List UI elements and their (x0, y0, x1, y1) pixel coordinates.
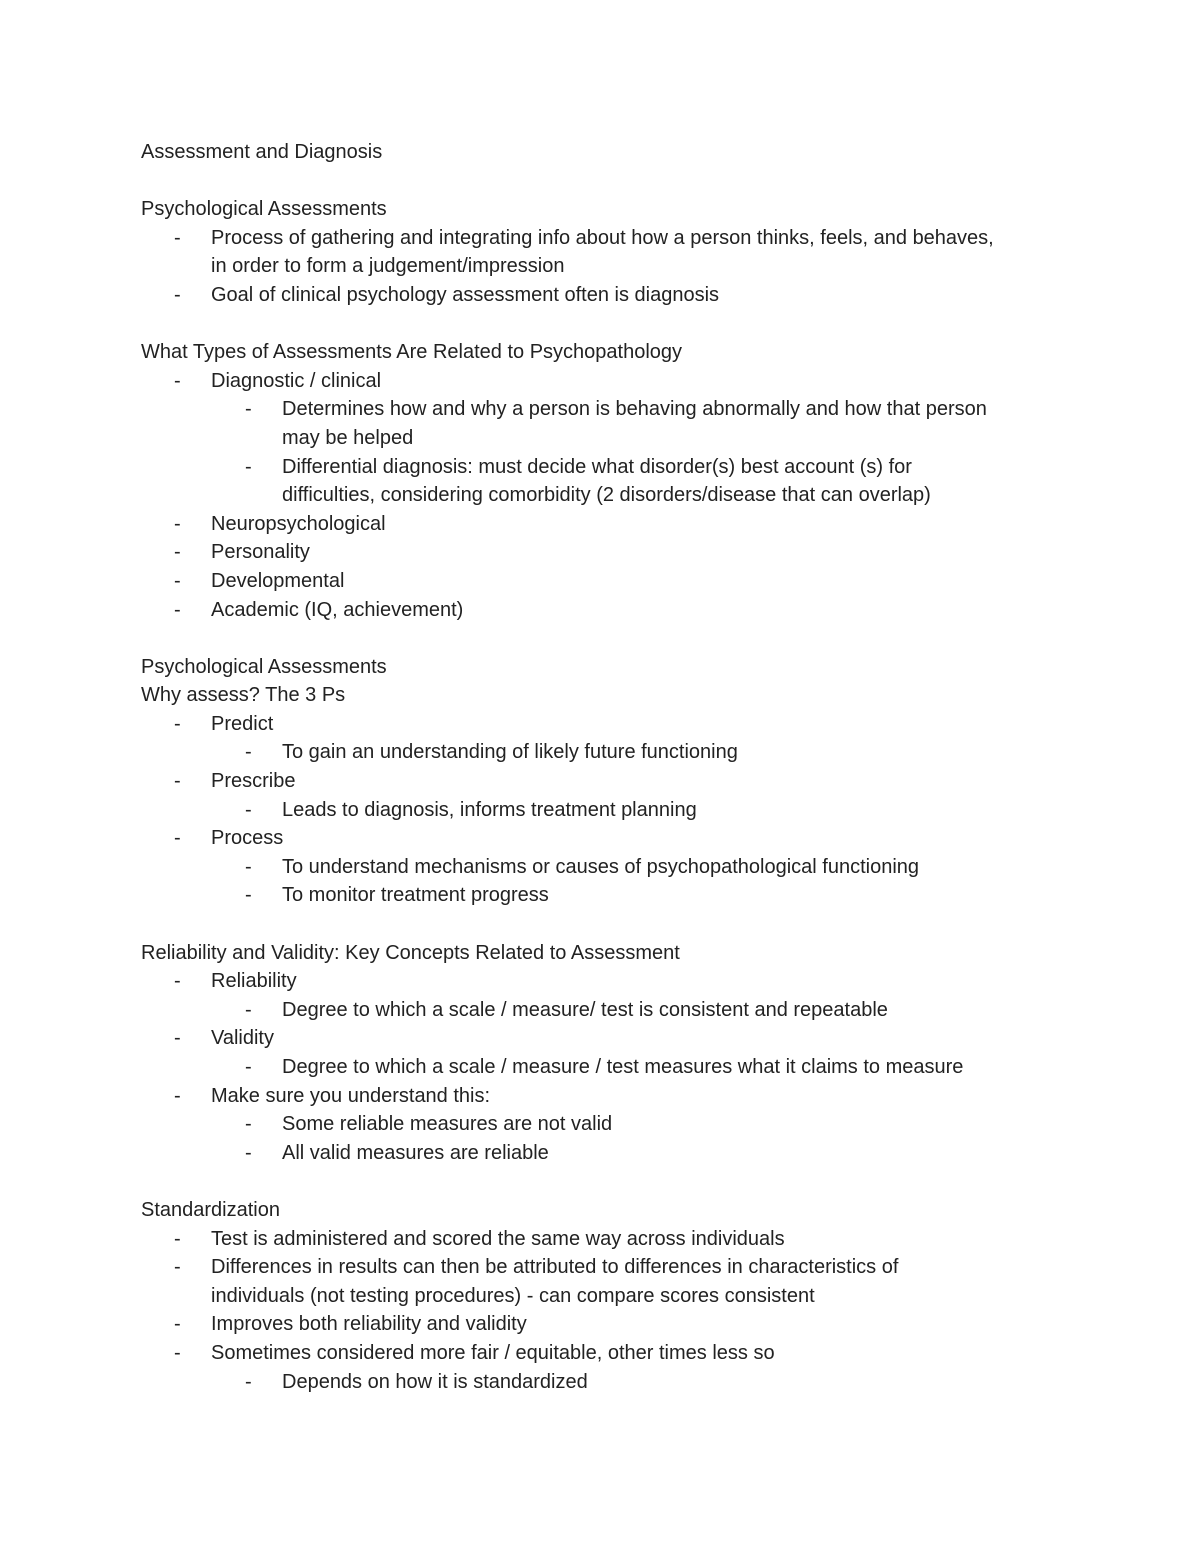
list-item-text: Degree to which a scale / measure/ test is consistent and repeatable (282, 998, 888, 1021)
list-item (141, 596, 1081, 625)
bullet-dash: - (245, 1370, 252, 1393)
spacer (141, 310, 1081, 339)
bullet-dash: - (174, 1027, 181, 1050)
spacer (141, 910, 1081, 939)
list-item (141, 1024, 1081, 1053)
bullet-dash: - (174, 369, 181, 392)
bullet-dash: - (245, 741, 252, 764)
bullet-dash: - (245, 1056, 252, 1078)
sub-list-item (141, 996, 1081, 1025)
list-item-text: Academic (IQ, achievement) (211, 598, 464, 621)
document-page (141, 138, 1081, 1396)
bullet-dash: - (174, 1227, 181, 1250)
list-item (141, 767, 1081, 796)
list-item-continuation (141, 1282, 1081, 1311)
list-item-text: To monitor treatment progress (282, 884, 549, 907)
bullet-dash: - (245, 455, 252, 478)
list-item (141, 224, 1081, 253)
bullet-dash: - (174, 770, 181, 793)
list-item-text: individuals (not testing procedures) - can compare scores consistent (211, 1284, 815, 1307)
list-item (141, 1225, 1081, 1254)
list-item-text: Some reliable measures are not valid (282, 1113, 613, 1136)
document-title: Assessment and Diagnosis (141, 141, 383, 163)
list-item-text: Developmental (211, 569, 345, 592)
list-item-text: difficulties, considering comorbidity (2 disorders/disease that can overlap) (282, 484, 931, 507)
list-item (141, 710, 1081, 739)
list-item-text: Goal of clinical psychology assessment often is diagnosis (211, 283, 720, 306)
sub-list-item (141, 1053, 1081, 1082)
list-item-text: Differential diagnosis: must decide what disorder(s) best account (s) for (282, 455, 912, 478)
list-item-text: Degree to which a scale / measure / test measures what it claims to measure (282, 1056, 964, 1078)
bullet-dash: - (174, 598, 181, 621)
sub-list-item-continuation (141, 481, 1081, 510)
list-item-text: To understand mechanisms or causes of psychopathological functioning (282, 855, 920, 878)
bullet-dash: - (174, 283, 181, 306)
sub-list-item (141, 881, 1081, 910)
list-item-text: Test is administered and scored the same way across individuals (211, 1227, 785, 1250)
list-item (141, 281, 1081, 310)
bullet-dash: - (174, 512, 181, 535)
bullet-dash: - (245, 884, 252, 907)
bullet-dash: - (174, 1341, 181, 1364)
list-item (141, 567, 1081, 596)
sub-list-item (141, 1139, 1081, 1168)
sub-list-item (141, 738, 1081, 767)
list-item-text: Leads to diagnosis, informs treatment planning (282, 798, 697, 821)
bullet-dash: - (174, 1256, 181, 1279)
bullet-dash: - (174, 712, 181, 735)
sub-list-item (141, 796, 1081, 825)
list-item-text: Diagnostic / clinical (211, 369, 382, 392)
list-item-text: may be helped (282, 426, 414, 449)
bullet-dash: - (174, 970, 181, 993)
list-item (141, 1310, 1081, 1339)
list-item (141, 824, 1081, 853)
bullet-dash: - (245, 398, 252, 421)
section-heading: Reliability and Validity: Key Concepts Related to Assessment (141, 941, 680, 964)
list-item-text: Depends on how it is standardized (282, 1370, 588, 1393)
sub-list-item (141, 1368, 1081, 1397)
list-item (141, 1339, 1081, 1368)
bullet-dash: - (174, 827, 181, 850)
list-item-text: Reliability (211, 970, 297, 993)
bullet-dash: - (245, 855, 252, 878)
spacer (141, 167, 1081, 196)
bullet-dash: - (174, 1313, 181, 1336)
bullet-dash: - (245, 1141, 252, 1164)
list-item (141, 967, 1081, 996)
list-item (141, 367, 1081, 396)
list-item-text: Process of gathering and integrating info about how a person thinks, feels, and behaves, (211, 226, 994, 249)
list-item-text: Neuropsychological (211, 512, 386, 535)
bullet-dash: - (245, 1113, 252, 1136)
list-item-continuation (141, 252, 1081, 281)
bullet-dash: - (174, 569, 181, 592)
section-heading: What Types of Assessments Are Related to Psychopathology (141, 341, 683, 364)
list-item-text: All valid measures are reliable (282, 1141, 549, 1164)
sub-list-item (141, 453, 1081, 482)
bullet-dash: - (245, 798, 252, 821)
list-item-text: Prescribe (211, 770, 296, 793)
list-item-text: Predict (211, 712, 274, 735)
bullet-dash: - (174, 1084, 181, 1107)
sub-list-item (141, 395, 1081, 424)
list-item-text: Differences in results can then be attributed to differences in characteristics of (211, 1256, 899, 1279)
section-heading: Standardization (141, 1198, 280, 1221)
bullet-dash: - (245, 998, 252, 1021)
list-item-text: Personality (211, 541, 310, 564)
spacer (141, 624, 1081, 653)
list-item-text: in order to form a judgement/impression (211, 255, 565, 278)
section-subheading: Why assess? The 3 Ps (141, 684, 346, 707)
list-item-text: Validity (211, 1027, 274, 1050)
section-heading: Psychological Assessments (141, 655, 387, 678)
list-item (141, 538, 1081, 567)
list-item-text: Sometimes considered more fair / equitable, other times less so (211, 1341, 775, 1364)
list-item (141, 1082, 1081, 1111)
list-item (141, 1253, 1081, 1282)
spacer (141, 1167, 1081, 1196)
list-item-text: Process (211, 827, 284, 850)
bullet-dash: - (174, 541, 181, 564)
section-heading: Psychological Assessments (141, 198, 387, 221)
list-item-text: Improves both reliability and validity (211, 1313, 527, 1336)
sub-list-item-continuation (141, 424, 1081, 453)
sub-list-item (141, 853, 1081, 882)
sub-list-item (141, 1110, 1081, 1139)
list-item-text: Make sure you understand this: (211, 1084, 491, 1107)
list-item-text: To gain an understanding of likely future functioning (282, 741, 738, 764)
list-item-text: Determines how and why a person is behaving abnormally and how that person (282, 398, 987, 421)
list-item (141, 510, 1081, 539)
bullet-dash: - (174, 226, 181, 249)
